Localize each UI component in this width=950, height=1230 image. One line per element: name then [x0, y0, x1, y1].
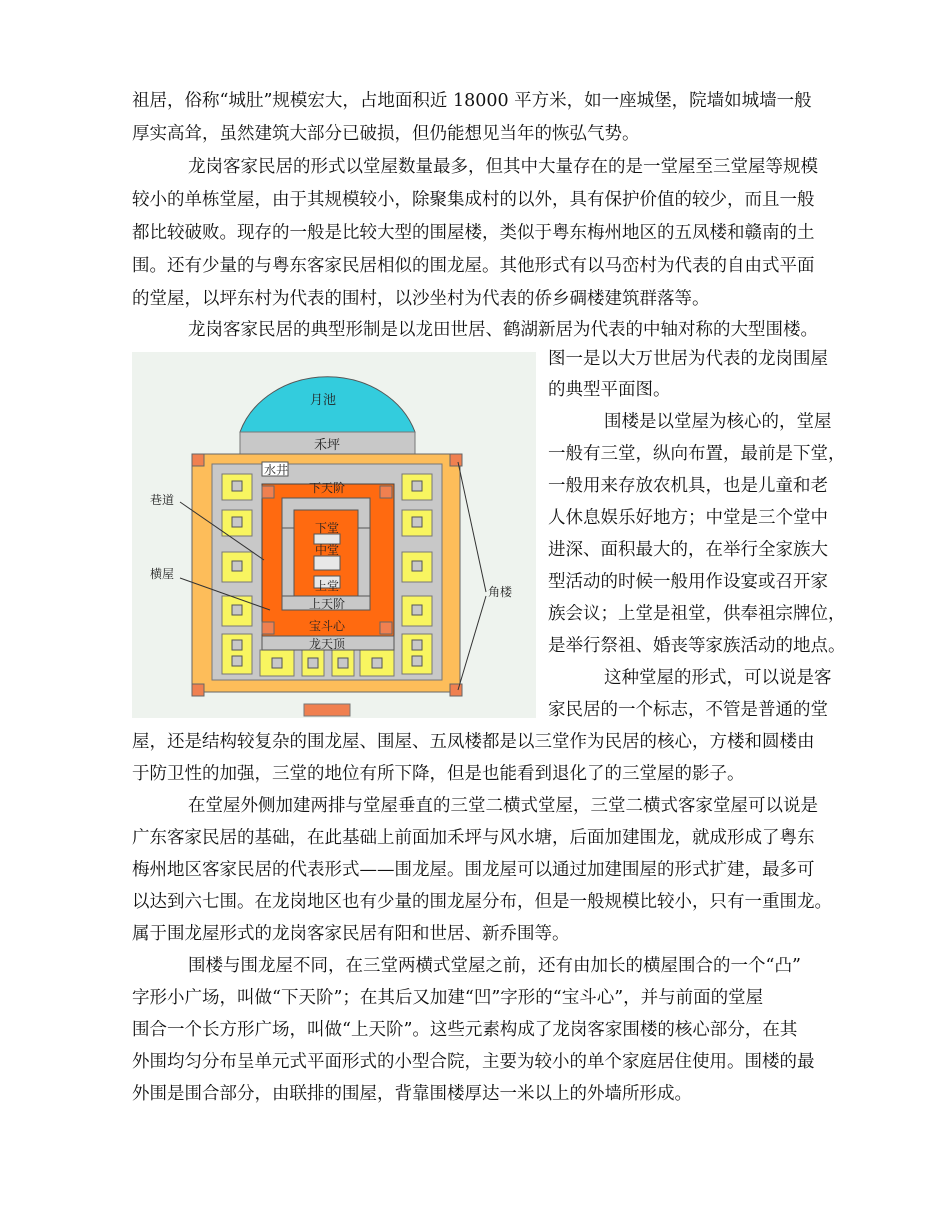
text-line: 在堂屋外侧加建两排与堂屋垂直的三堂二横式堂屋，三堂二横式客家堂屋可以说是 [188, 796, 818, 816]
text-line: 祖居，俗称“城肚”规模宏大，占地面积近 18000 平方米，如一座城堡，院墙如城墙一般 [132, 91, 812, 111]
core-corner [262, 622, 274, 634]
corner-tower [192, 684, 204, 696]
text-line: 是举行祭祖、婚丧等家族活动的地点。 [548, 636, 846, 656]
baodouxin-label: 宝斗心 [308, 619, 346, 633]
text-line: 广东客家民居的基础，在此基础上前面加禾坪与风水塘，后面加建围龙，就成形成了粤东 [132, 828, 815, 848]
side-house-label: 横屋 [150, 567, 175, 581]
text-line: 龙岗客家民居的典型形制是以龙田世居、鹤湖新居为代表的中轴对称的大型围楼。 [188, 320, 818, 340]
text-line: 围楼是以堂屋为核心的，堂屋 [604, 412, 832, 432]
side-passage [358, 528, 370, 604]
text-line: 这种堂屋的形式，可以说是客 [604, 668, 832, 688]
corner-tower [450, 454, 462, 466]
middle-hall-label: 中堂 [314, 543, 340, 557]
core-corner [380, 486, 392, 498]
text-line: 属于围龙屋形式的龙岗客家民居有阳和世居、新乔围等。 [132, 924, 570, 944]
dragon-top-label: 龙天顶 [308, 637, 346, 651]
text-line: 家民居的一个标志，不管是普通的堂 [548, 700, 828, 720]
alley-label: 巷道 [150, 493, 175, 507]
text-line: 图一是以大万世居为代表的龙岗围屋 [548, 349, 828, 369]
text-line: 厚实高耸，虽然建筑大部分已破损，但仍能想见当年的恢弘气势。 [132, 124, 640, 144]
text-line: 字形小广场，叫做“下天阶”；在其后又加建“凹”字形的“宝斗心”，并与前面的堂屋 [132, 988, 764, 1008]
text-line: 进深、面积最大的，在举行全家族大 [548, 540, 828, 560]
upper-courtyard-label: 上天阶 [308, 597, 346, 611]
text-line: 人休息娱乐好地方；中堂是三个堂中 [548, 508, 828, 528]
text-line: 围合一个长方形广场，叫做“上天阶”。这些元素构成了龙岗客家围楼的核心部分，在其 [132, 1020, 798, 1040]
text-line: 族会议；上堂是祖堂，供奉祖宗牌位， [548, 604, 846, 624]
core-corner [380, 622, 392, 634]
text-line: 围。还有少量的与粤东客家民居相似的围龙屋。其他形式有以马峦村为代表的自由式平面 [132, 256, 815, 276]
front-pavilion [304, 704, 350, 716]
lower-courtyard-label: 下天阶 [308, 481, 346, 495]
text-line: 围楼与围龙屋不同，在三堂两横式堂屋之前，还有由加长的横屋围合的一个“凸” [188, 956, 801, 976]
text-line: 梅州地区客家民居的代表形式——围龙屋。围龙屋可以通过加建围屋的形式扩建，最多可 [132, 860, 815, 880]
water-well-label: 水井 [263, 463, 289, 477]
text-line: 都比较破败。现存的一般是比较大型的围屋楼，类似于粤东梅州地区的五凤楼和赣南的土 [132, 223, 815, 243]
text-line: 屋，还是结构较复杂的围龙屋、围屋、五凤楼都是以三堂作为民居的核心，方楼和圆楼由 [132, 732, 815, 752]
grain-yard-label: 禾坪 [313, 438, 341, 453]
corner-tower [192, 454, 204, 466]
weilou-floor-plan [132, 352, 536, 718]
text-line: 一般有三堂，纵向布置，最前是下堂， [548, 444, 846, 464]
middle-hall [314, 556, 340, 570]
text-line: 型活动的时候一般用作设宴或召开家 [548, 572, 828, 592]
text-line: 一般用来存放农机具，也是儿童和老 [548, 476, 828, 496]
corner-tower-label: 角楼 [488, 585, 513, 599]
text-line: 龙岗客家民居的形式以堂屋数量最多，但其中大量存在的是一堂屋至三堂屋等规模 [188, 157, 818, 177]
upper-hall-label: 上堂 [314, 579, 340, 593]
text-line: 的堂屋，以坪东村为代表的围村，以沙坐村为代表的侨乡碉楼建筑群落等。 [132, 289, 710, 309]
text-line: 较小的单栋堂屋，由于其规模较小，除聚集成村的以外，具有保护价值的较少，而且一般 [132, 190, 815, 210]
text-line: 以达到六七围。在龙岗地区也有少量的围龙屋分布，但是一般规模比较小，只有一重围龙。 [132, 892, 832, 912]
core-corner [262, 486, 274, 498]
text-line: 外围是围合部分，由联排的围屋，背靠围楼厚达一米以上的外墙所形成。 [132, 1084, 692, 1104]
text-line: 外围均匀分布呈单元式平面形式的小型合院，主要为较小的单个家庭居住使用。围楼的最 [132, 1052, 815, 1072]
text-line: 的典型平面图。 [548, 380, 671, 400]
side-passage [282, 528, 294, 604]
lower-hall-label: 下堂 [314, 521, 340, 535]
text-line: 于防卫性的加强，三堂的地位有所下降，但是也能看到退化了的三堂屋的影子。 [132, 764, 745, 784]
moon-pond-label: 月池 [309, 393, 337, 408]
corner-tower [450, 684, 462, 696]
